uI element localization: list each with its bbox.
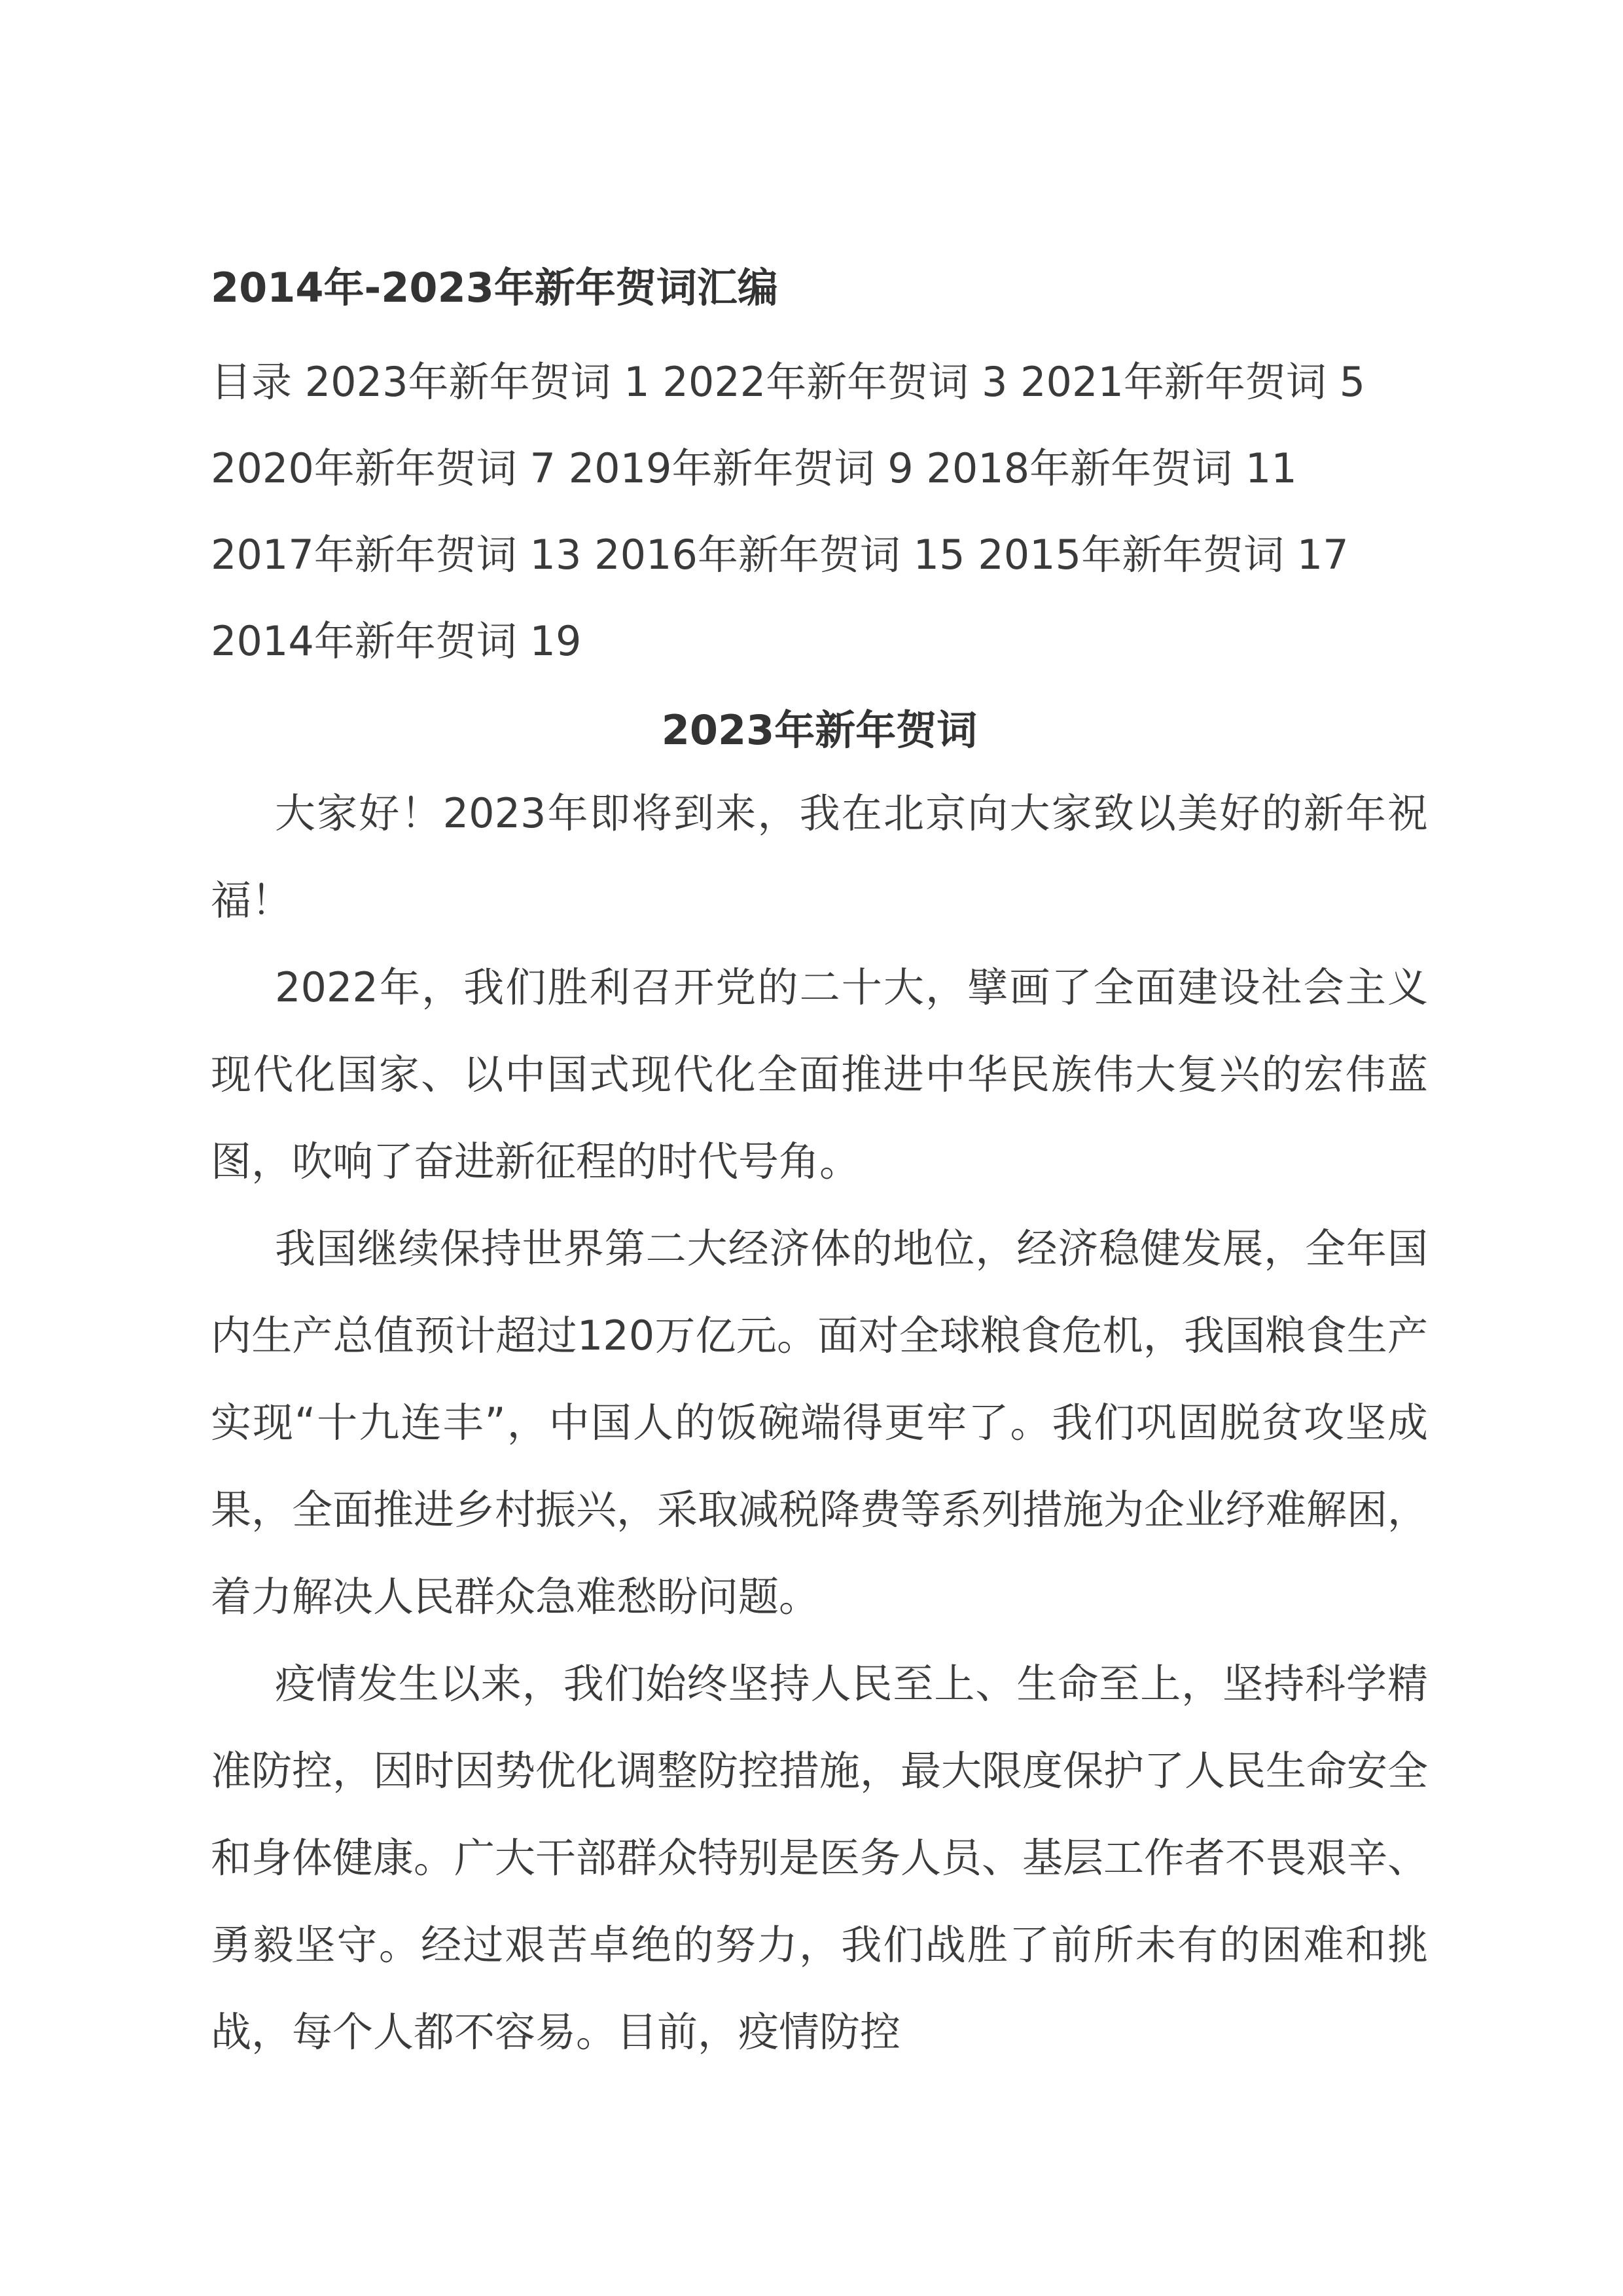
toc-entry-title: 2018年新年贺词 [926, 444, 1233, 492]
toc-entry-page: 15 [913, 531, 965, 579]
toc-entry-page: 9 [887, 444, 914, 492]
toc-entry[interactable] [305, 358, 650, 406]
toc-entry-page: 11 [1245, 444, 1297, 492]
toc-entry-title: 2016年新年贺词 [594, 531, 901, 579]
toc-entry[interactable] [211, 531, 581, 579]
toc-entry-page: 5 [1339, 358, 1366, 406]
toc-entry[interactable] [926, 444, 1296, 492]
toc-entry-title: 2023年新年贺词 [304, 358, 611, 406]
toc-entry-title: 2014年新年贺词 [211, 617, 517, 665]
toc-entry[interactable] [211, 444, 556, 492]
body-paragraph: 大家好！2023年即将到来，我在北京向大家致以美好的新年祝福！ [211, 789, 1428, 924]
toc-entry-page: 17 [1296, 531, 1349, 579]
toc-entry-title: 2017年新年贺词 [211, 531, 517, 579]
toc-entry-page: 3 [981, 358, 1008, 406]
toc-entry-page: 19 [529, 617, 582, 665]
body-paragraph: 2022年，我们胜利召开党的二十大，擘画了全面建设社会主义现代化国家、以中国式现代化全面推进中华民族伟大复兴的宏伟蓝图，吹响了奋进新征程的时代号角。 [211, 963, 1428, 1185]
table-of-contents [211, 339, 1428, 685]
toc-entry-title: 2015年新年贺词 [978, 531, 1285, 579]
toc-entry[interactable] [1020, 358, 1365, 406]
document-body [211, 249, 1428, 2075]
section-title: 2023年新年贺词 [661, 706, 978, 754]
body-paragraph: 疫情发生以来，我们始终坚持人民至上、生命至上，坚持科学精准防控，因时因势优化调整防控措施，最大限度保护了人民生命安全和身体健康。广大干部群众特别是医务人员、基层工作者不畏艰辛、勇毅坚守。经过艰苦卓绝的努力，我们战胜了前所未有的困难和挑战，每个人都不容易。目前，疫情防控 [211, 1660, 1429, 2056]
toc-entry[interactable] [211, 617, 581, 665]
toc-label: 目录 [211, 358, 293, 406]
toc-entry[interactable] [594, 531, 965, 579]
toc-entry-page: 7 [529, 444, 556, 492]
body-paragraph: 我国继续保持世界第二大经济体的地位，经济稳健发展，全年国内生产总值预计超过120万亿元。面对全球粮食危机，我国粮食生产实现“十九连丰”，中国人的饭碗端得更牢了。我们巩固脱贫攻坚成果，全面推进乡村振兴，采取减税降费等系列措施为企业纾难解困，着力解决人民群众急难愁盼问题。 [211, 1225, 1429, 1621]
toc-entry-title: 2022年新年贺词 [662, 358, 969, 406]
toc-entry-title: 2020年新年贺词 [211, 444, 517, 492]
toc-entry[interactable] [978, 531, 1348, 579]
toc-entry-page: 13 [529, 531, 582, 579]
toc-entry-title: 2019年新年贺词 [568, 444, 875, 492]
toc-entry[interactable] [662, 358, 1007, 406]
toc-entry-title: 2021年新年贺词 [1020, 358, 1327, 406]
toc-entry[interactable] [569, 444, 914, 492]
toc-entry-page: 1 [624, 358, 650, 406]
document-title: 2014年-2023年新年贺词汇编 [211, 264, 778, 312]
